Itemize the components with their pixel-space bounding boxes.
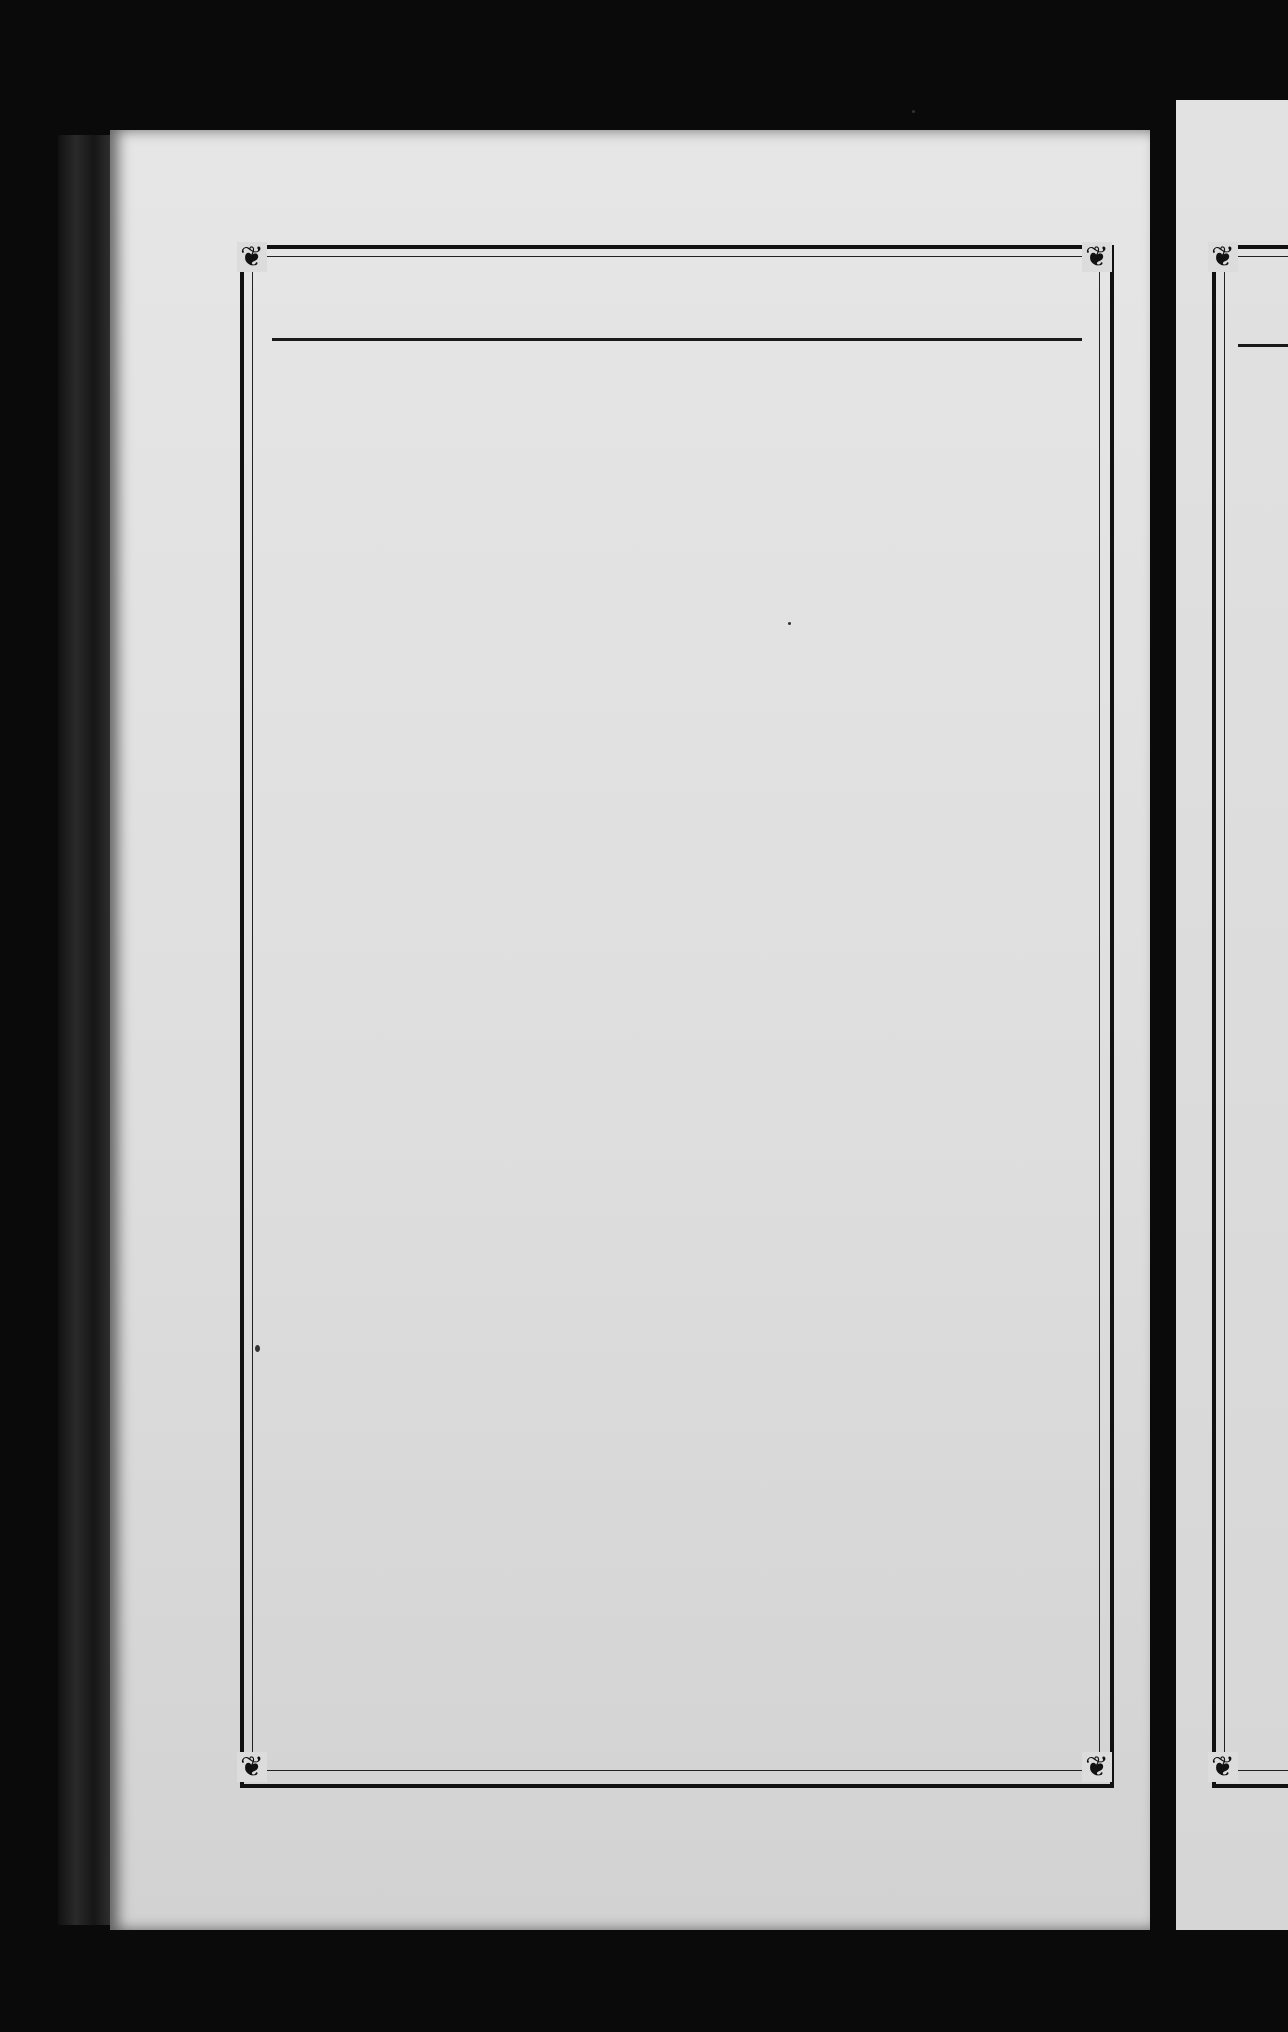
- corner-ornament-icon: ❦: [237, 242, 267, 272]
- corner-ornament-icon: ❦: [237, 1752, 267, 1782]
- facing-page-header-rule: [1238, 344, 1288, 347]
- corner-ornament-icon: ❦: [1208, 242, 1238, 272]
- scan-speck: [912, 110, 915, 113]
- page-border-inner: [252, 256, 1100, 1771]
- corner-ornament-icon: ❦: [1082, 1752, 1112, 1782]
- facing-page-border-inner: [1224, 256, 1288, 1771]
- scan-speck: [788, 622, 791, 625]
- corner-ornament-icon: ❦: [1208, 1752, 1238, 1782]
- scan-speck: [255, 1345, 260, 1352]
- header-rule: [272, 338, 1082, 341]
- corner-ornament-icon: ❦: [1082, 242, 1112, 272]
- book-spine: [58, 135, 118, 1925]
